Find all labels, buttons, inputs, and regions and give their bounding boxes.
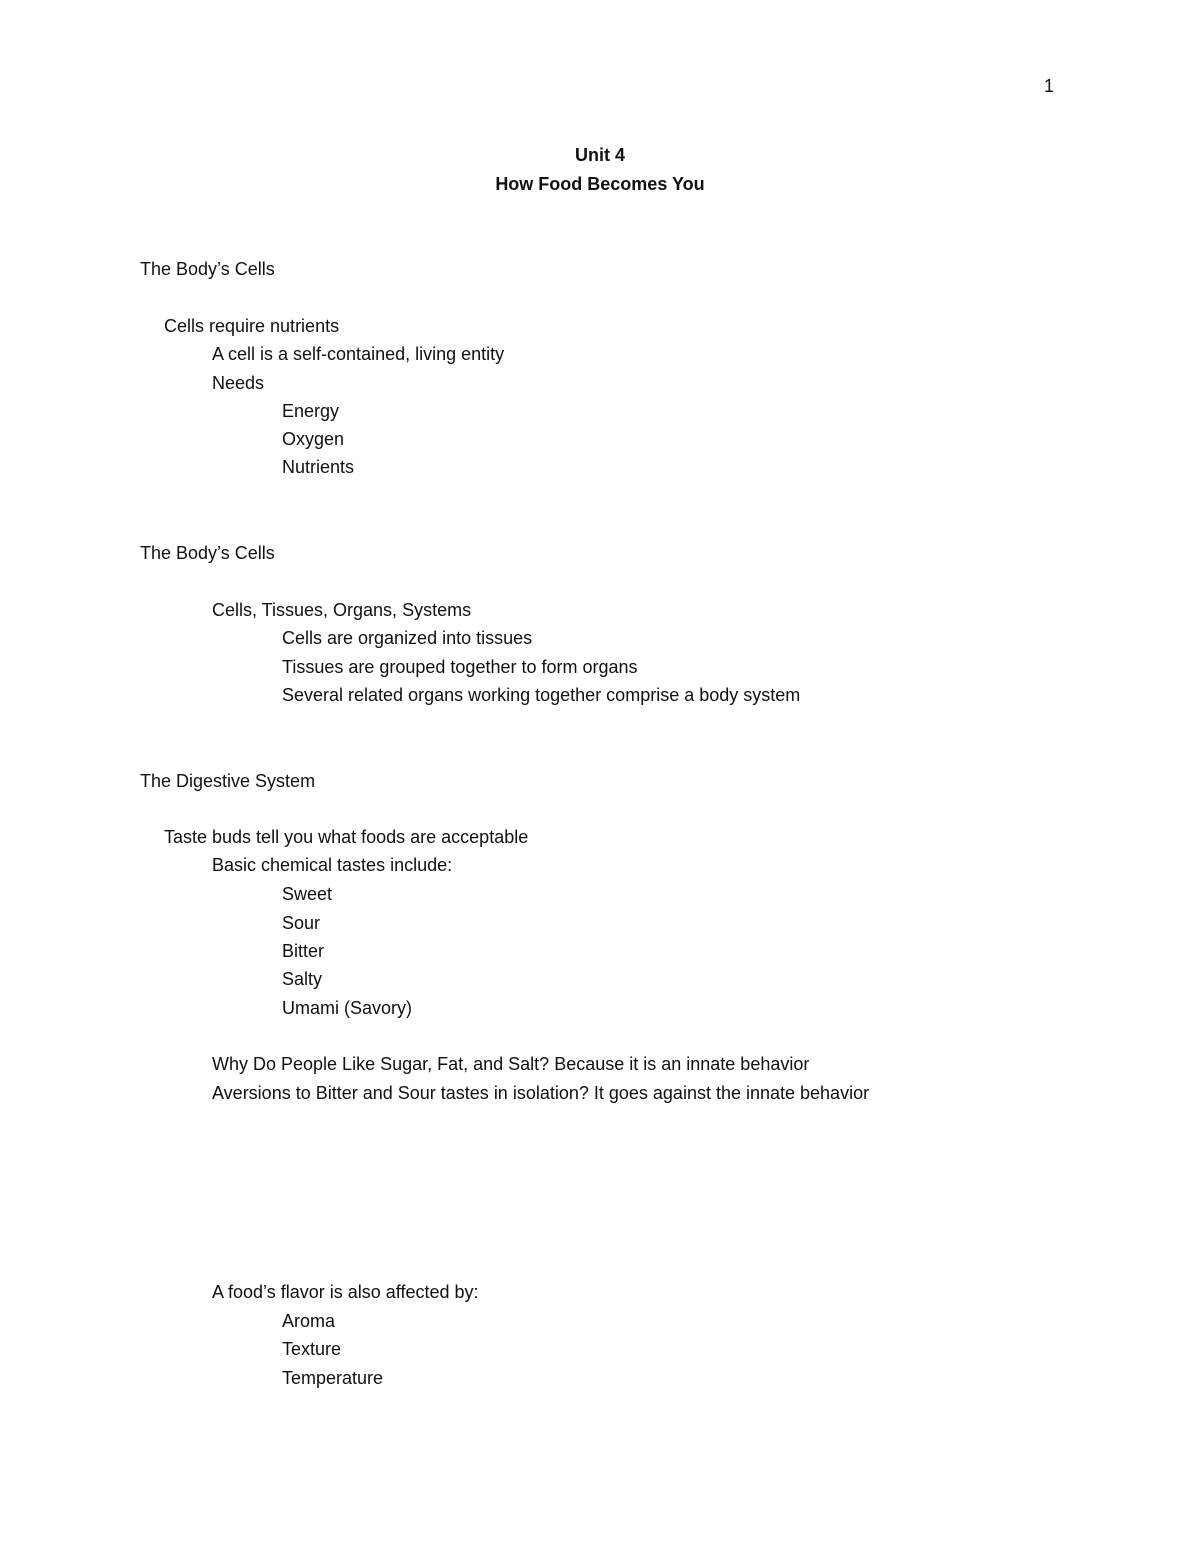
outline-item: A food’s flavor is also affected by: (212, 1282, 479, 1302)
section-heading: The Body’s Cells (140, 543, 275, 563)
list-item: Tissues are grouped together to form organs (282, 657, 638, 677)
document-subtitle: How Food Becomes You (495, 174, 705, 194)
outline-item: Why Do People Like Sugar, Fat, and Salt? Because it is an innate behavior (212, 1054, 810, 1074)
outline-item: Taste buds tell you what foods are acceptable (164, 827, 529, 847)
document-title: Unit 4 (574, 145, 625, 165)
page-number: 1 (1044, 76, 1055, 96)
outline-item: Cells require nutrients (164, 316, 340, 336)
outline-item: Basic chemical tastes include: (212, 855, 453, 875)
list-item: Temperature (282, 1368, 384, 1388)
list-item: Energy (282, 401, 340, 421)
list-item: Umami (Savory) (282, 998, 413, 1018)
list-item: Sweet (282, 884, 333, 904)
outline-item: A cell is a self-contained, living entity (212, 344, 505, 364)
outline-item: Needs (212, 373, 265, 393)
list-item: Salty (282, 969, 323, 989)
outline-item: Aversions to Bitter and Sour tastes in isolation? It goes against the innate behavior (212, 1083, 870, 1103)
list-item: Aroma (282, 1311, 336, 1331)
list-item: Sour (282, 913, 321, 933)
section-heading: The Digestive System (140, 771, 316, 791)
list-item: Texture (282, 1339, 342, 1359)
outline-item: Cells, Tissues, Organs, Systems (212, 600, 472, 620)
list-item: Cells are organized into tissues (282, 628, 533, 648)
section-heading: The Body’s Cells (140, 259, 275, 279)
list-item: Several related organs working together comprise a body system (282, 685, 801, 705)
list-item: Oxygen (282, 429, 345, 449)
list-item: Nutrients (282, 457, 355, 477)
list-item: Bitter (282, 941, 325, 961)
